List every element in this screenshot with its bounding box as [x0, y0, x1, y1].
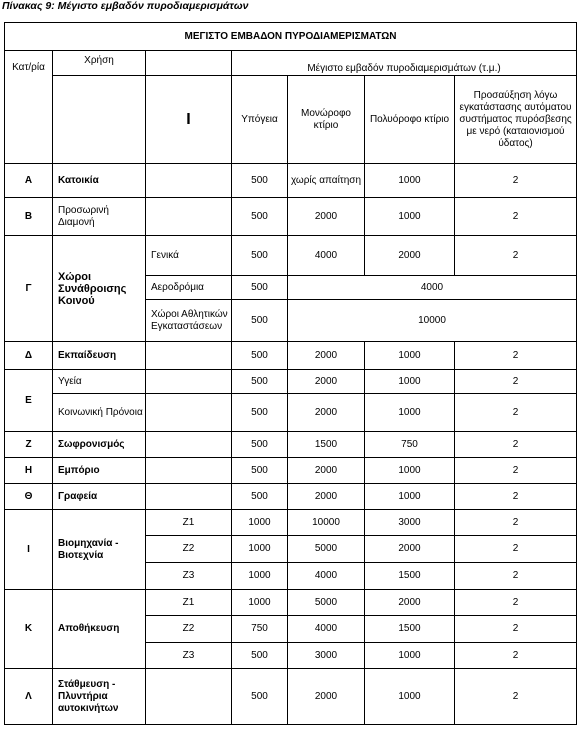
header-max-area: Μέγιστο εμβαδόν πυροδιαμερισμάτων (τ.μ.) — [232, 51, 577, 76]
value-cell: 500 — [232, 342, 288, 370]
header-category: Κατ/ρία — [5, 51, 53, 164]
value-cell: 500 — [232, 432, 288, 458]
value-cell: 750 — [365, 432, 455, 458]
value-cell: 500 — [232, 198, 288, 236]
use-cell: Προσωρινή Διαμονή — [53, 198, 146, 236]
title-row — [5, 23, 577, 51]
table-row — [5, 510, 577, 536]
table-row — [5, 669, 577, 725]
table-title: ΜΕΓΙΣΤΟ ΕΜΒΑΔΟΝ ΠΥΡΟΔΙΑΜΕΡΙΣΜΑΤΩΝ — [5, 23, 577, 51]
category-cell: Η — [5, 458, 53, 484]
value-cell: 2 — [455, 563, 577, 590]
value-cell: 3000 — [288, 643, 365, 669]
value-cell: 2 — [455, 370, 577, 394]
value-cell: 500 — [232, 370, 288, 394]
category-cell: Γ — [5, 236, 53, 342]
table-row — [5, 370, 577, 394]
value-cell: 1000 — [365, 370, 455, 394]
use-cell: Χώροι Συνάθροισης Κοινού — [53, 236, 146, 342]
merged-value-cell: 4000 — [288, 276, 577, 300]
zone-cell: Ζ2 — [146, 536, 232, 563]
category-cell: Λ — [5, 669, 53, 725]
value-cell: 2000 — [365, 536, 455, 563]
value-cell: 2000 — [365, 236, 455, 276]
use-cell: Εκπαίδευση — [53, 342, 146, 370]
value-cell: 500 — [232, 484, 288, 510]
header-row-1 — [5, 51, 577, 76]
category-cell: Θ — [5, 484, 53, 510]
subcategory-cell: Χώροι Αθλητικών Εγκαταστάσεων — [146, 300, 232, 342]
value-cell: 500 — [232, 276, 288, 300]
subcategory-cell: Γενικά — [146, 236, 232, 276]
value-cell: 2 — [455, 536, 577, 563]
value-cell: 2000 — [288, 458, 365, 484]
value-cell: 4000 — [288, 616, 365, 643]
value-cell: 2000 — [288, 198, 365, 236]
subcategory-cell: Αεροδρόμια — [146, 276, 232, 300]
value-cell: 1000 — [365, 669, 455, 725]
value-cell: 2 — [455, 394, 577, 432]
value-cell: 2000 — [288, 342, 365, 370]
value-cell: 2 — [455, 432, 577, 458]
use-cell: Βιομηχανία - Βιοτεχνία — [53, 510, 146, 590]
value-cell: 1500 — [288, 432, 365, 458]
value-cell: 2000 — [288, 669, 365, 725]
value-cell: 1000 — [365, 484, 455, 510]
use-cell: Υγεία — [53, 370, 146, 394]
zone-cell: Ζ1 — [146, 590, 232, 616]
category-cell: Ε — [5, 370, 53, 432]
table-row — [5, 342, 577, 370]
table-row — [5, 458, 577, 484]
header-use-blank — [53, 76, 146, 164]
table-row — [5, 164, 577, 198]
header-sprinkler-increase: Προσαύξηση λόγω εγκατάστασης αυτόματου συστήματος πυρόσβεσης με νερό (καταιονισμού ύδατος) — [455, 76, 577, 164]
value-cell: 1000 — [365, 458, 455, 484]
value-cell: 2 — [455, 510, 577, 536]
header-marker: Ι — [146, 76, 232, 164]
value-cell: 500 — [232, 669, 288, 725]
value-cell: 5000 — [288, 590, 365, 616]
header-ground: Υπόγεια — [232, 76, 288, 164]
value-cell: 500 — [232, 236, 288, 276]
category-cell: Δ — [5, 342, 53, 370]
value-cell: 2 — [455, 669, 577, 725]
value-cell: 2 — [455, 484, 577, 510]
table-row — [5, 198, 577, 236]
value-cell: 500 — [232, 164, 288, 198]
value-cell: 1000 — [365, 342, 455, 370]
header-single-storey: Μονώροφο κτίριο — [288, 76, 365, 164]
value-cell: 2000 — [288, 484, 365, 510]
value-cell: 3000 — [365, 510, 455, 536]
zone-cell: Ζ3 — [146, 563, 232, 590]
table-row — [5, 590, 577, 616]
use-cell: Αποθήκευση — [53, 590, 146, 669]
value-cell: 2 — [455, 236, 577, 276]
value-cell: 2 — [455, 342, 577, 370]
value-cell: 2000 — [288, 370, 365, 394]
header-multi-storey: Πολυόροφο κτίριο — [365, 76, 455, 164]
table-row — [5, 394, 577, 432]
merged-value-cell: 10000 — [288, 300, 577, 342]
value-cell: 2 — [455, 616, 577, 643]
zone-cell: Ζ2 — [146, 616, 232, 643]
category-cell: Ζ — [5, 432, 53, 458]
use-cell: Κατοικία — [53, 164, 146, 198]
use-cell: Εμπόριο — [53, 458, 146, 484]
value-cell: 1000 — [232, 563, 288, 590]
category-cell: Ι — [5, 510, 53, 590]
value-cell: 1000 — [232, 510, 288, 536]
value-cell: 750 — [232, 616, 288, 643]
value-cell: 1000 — [232, 590, 288, 616]
value-cell: 1000 — [365, 198, 455, 236]
use-cell: Κοινωνική Πρόνοια — [53, 394, 146, 432]
table-row — [5, 484, 577, 510]
table-row — [5, 432, 577, 458]
header-blank — [146, 51, 232, 76]
zone-cell: Ζ1 — [146, 510, 232, 536]
use-cell: Γραφεία — [53, 484, 146, 510]
value-cell: 500 — [232, 394, 288, 432]
zone-cell: Ζ3 — [146, 643, 232, 669]
value-cell: 1000 — [365, 643, 455, 669]
max-fire-compartment-table — [4, 22, 577, 725]
value-cell: 2000 — [365, 590, 455, 616]
value-cell: 2 — [455, 643, 577, 669]
value-cell: 2000 — [288, 394, 365, 432]
use-cell: Σωφρονισμός — [53, 432, 146, 458]
value-cell: χωρίς απαίτηση — [288, 164, 365, 198]
value-cell: 1500 — [365, 563, 455, 590]
table-caption: Πίνακας 9: Μέγιστο εμβαδόν πυροδιαμερισμάτων — [2, 0, 249, 12]
category-cell: Β — [5, 198, 53, 236]
value-cell: 500 — [232, 458, 288, 484]
value-cell: 4000 — [288, 236, 365, 276]
value-cell: 500 — [232, 643, 288, 669]
value-cell: 5000 — [288, 536, 365, 563]
value-cell: 1000 — [365, 394, 455, 432]
value-cell: 4000 — [288, 563, 365, 590]
use-cell: Στάθμευση - Πλυντήρια αυτοκινήτων — [53, 669, 146, 725]
value-cell: 2 — [455, 458, 577, 484]
header-use: Χρήση — [53, 51, 146, 76]
table-row — [5, 236, 577, 276]
value-cell: 500 — [232, 300, 288, 342]
value-cell: 1000 — [232, 536, 288, 563]
value-cell: 10000 — [288, 510, 365, 536]
value-cell: 1500 — [365, 616, 455, 643]
header-row-2 — [5, 76, 577, 164]
value-cell: 2 — [455, 198, 577, 236]
category-cell: Α — [5, 164, 53, 198]
value-cell: 1000 — [365, 164, 455, 198]
value-cell: 2 — [455, 164, 577, 198]
category-cell: Κ — [5, 590, 53, 669]
value-cell: 2 — [455, 590, 577, 616]
